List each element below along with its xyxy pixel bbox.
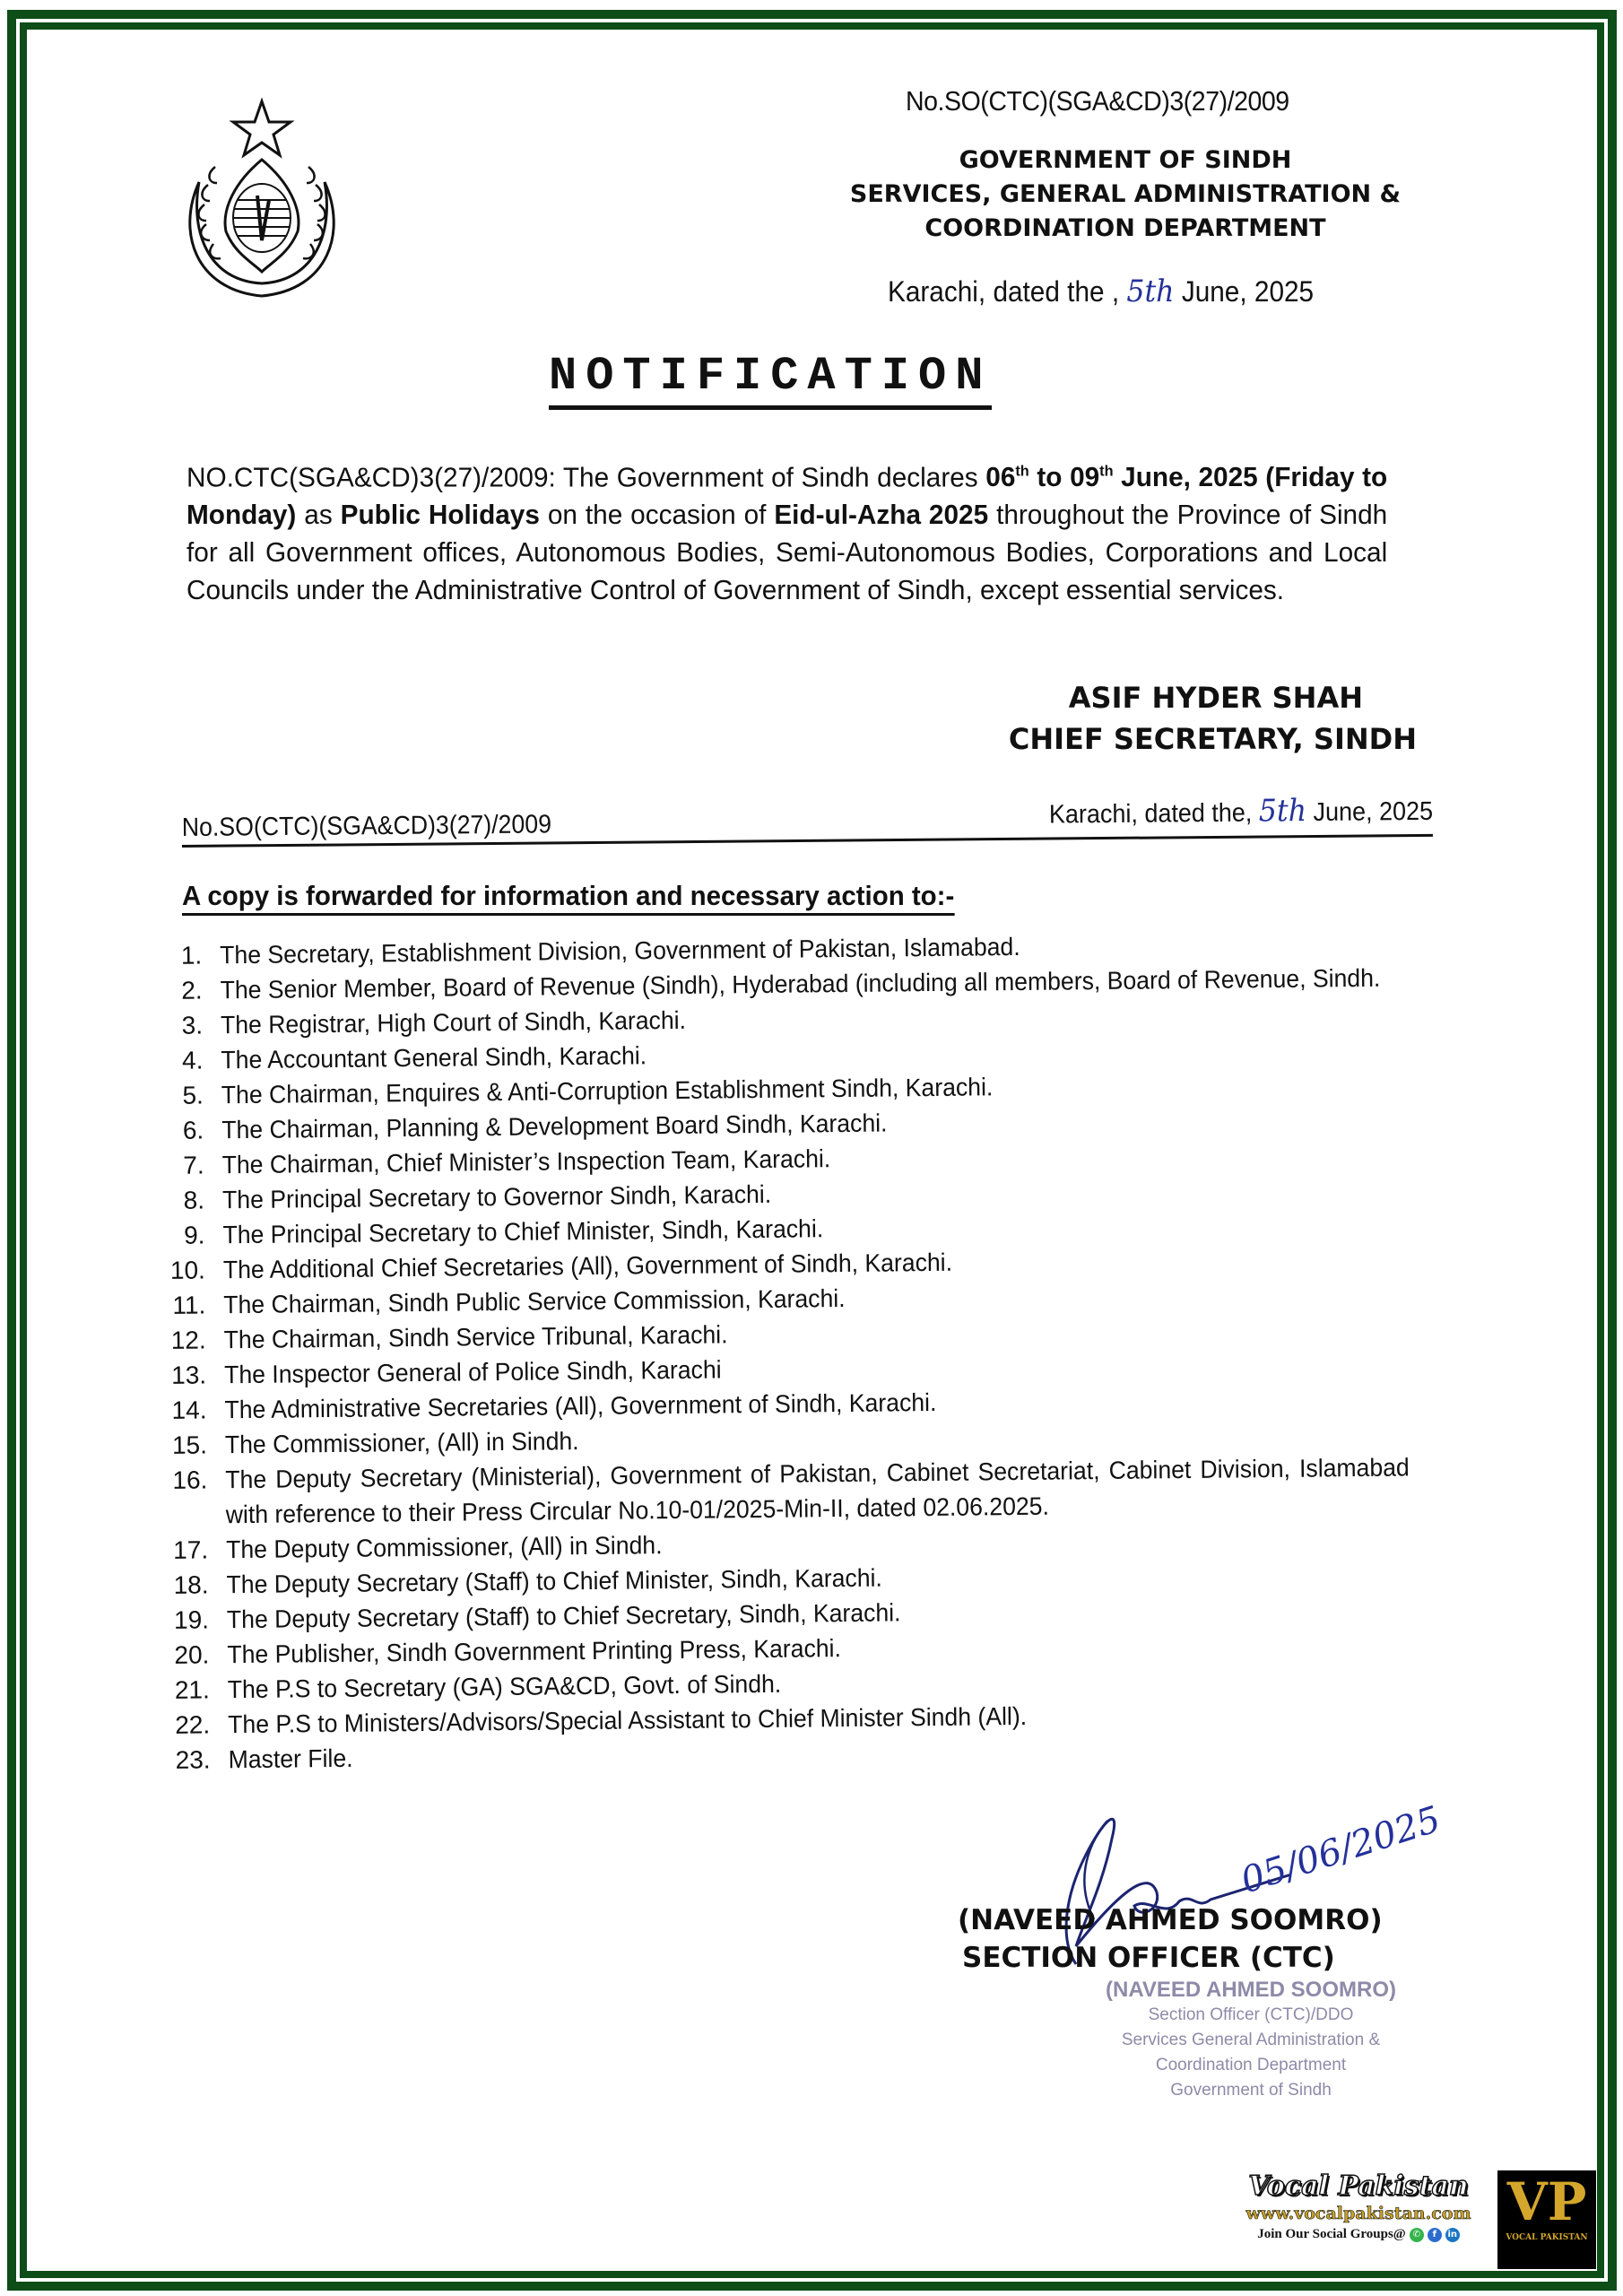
list-item: 8. The Principal Secretary to Governor Sindh, Karachi.: [183, 1179, 772, 1214]
logo-initials: VP: [1506, 2171, 1587, 2232]
vocal-pakistan-watermark: [1228, 2170, 1488, 2242]
issue-date: [888, 274, 1314, 309]
holiday-label: Public Holidays: [340, 499, 540, 531]
list-item: 15. The Commissioner, (All) in Sindh.: [171, 1427, 579, 1459]
list-item: 12. The Chairman, Sindh Service Tribunal, Karachi.: [170, 1320, 728, 1354]
list-item: 23. Master File.: [175, 1744, 353, 1774]
list-item: 16. The Deputy Secretary (Ministerial), Government of Pakistan, Cabinet Secretariat, Cabinet Division, Islamabad with reference to their Press Circular No.10-01/2025-Min-II, dated 02.06.2025.: [172, 1453, 1410, 1529]
list-item: 19. The Deputy Secretary (Staff) to Chief Secretary, Sindh, Karachi.: [173, 1598, 901, 1634]
department-heading: [780, 144, 1471, 246]
page-title: NOTIFICATION: [549, 350, 992, 410]
list-item: 2. The Senior Member, Board of Revenue (Sindh), Hyderabad (including all members, Board of Revenue, Sindh.: [181, 963, 1381, 1004]
occasion: Eid-ul-Azha 2025: [774, 499, 989, 531]
department-line: COORDINATION DEPARTMENT: [924, 214, 1326, 242]
list-item: 17. The Deputy Commissioner, (All) in Sindh.: [173, 1531, 663, 1564]
notification-ref: NO.CTC(SGA&CD)3(27)/2009:: [187, 461, 556, 493]
department-line: GOVERNMENT OF SINDH: [959, 146, 1292, 174]
list-item: 3. The Registrar, High Court of Sindh, Karachi.: [181, 1005, 687, 1039]
endorsement-date: Karachi, dated the, 5th June, 2025: [1048, 793, 1433, 830]
list-item: 1. The Secretary, Establishment Division, Government of Pakistan, Islamabad.: [180, 932, 1020, 970]
list-item: 4. The Accountant General Sindh, Karachi.: [181, 1041, 647, 1074]
chief-secretary-signature-block: [942, 677, 1417, 760]
section-officer-title: SECTION OFFICER (CTC): [962, 1942, 1335, 1974]
list-item: 21. The P.S to Secretary (GA) SGA&CD, Govt. of Sindh.: [174, 1669, 782, 1704]
handwritten-day: 5th: [1258, 793, 1306, 830]
list-item: 11. The Chairman, Sindh Public Service Commission, Karachi.: [172, 1283, 846, 1319]
signature-date: 05/06/2025: [1236, 1798, 1446, 1902]
watermark-join: Join Our Social Groups@ ✆ f in: [1228, 2227, 1488, 2242]
department-line: SERVICES, GENERAL ADMINISTRATION &: [849, 180, 1402, 208]
list-item: 18. The Deputy Secretary (Staff) to Chief Minister, Sindh, Karachi.: [173, 1563, 883, 1599]
list-item: 5. The Chairman, Enquires & Anti-Corruption Establishment Sindh, Karachi.: [182, 1073, 994, 1109]
linkedin-icon[interactable]: in: [1445, 2228, 1460, 2242]
list-item: 22. The P.S to Ministers/Advisors/Special Assistant to Chief Minister Sindh (All).: [175, 1701, 1028, 1739]
chief-secretary-name: ASIF HYDER SHAH: [1068, 681, 1363, 715]
date-suffix: June, 2025: [1181, 275, 1315, 308]
watermark-url[interactable]: www.vocalpakistan.com: [1245, 2204, 1471, 2223]
vocal-pakistan-logo: [1497, 2170, 1596, 2269]
section-officer-block: [958, 1901, 1383, 1977]
logo-text: VOCAL PAKISTAN: [1506, 2233, 1588, 2242]
notification-body: NO.CTC(SGA&CD)3(27)/2009: The Government of Sindh declares 06th to 09th June, 2025 (Friday to Monday) as Public Holidays on the occasion of Eid-ul-Azha 2025 throughout the Province of Sindh for all Government offices, Autonomous Bodies, Semi-Autonomous Bodies, Corporations and Local Councils under the Administrative Control of Government of Sindh, except essential services.: [187, 461, 1388, 606]
distribution-list: [157, 925, 1475, 1778]
official-stamp: (NAVEED AHMED SOOMRO) Section Officer (CTC)/DDO Services General Administration & Coordination Department Government of Sindh: [1106, 1978, 1396, 2100]
chief-secretary-title: CHIEF SECRETARY, SINDH: [1008, 722, 1417, 756]
endorsement-ref: No.SO(CTC)(SGA&CD)3(27)/2009: [181, 810, 552, 843]
facebook-icon[interactable]: f: [1428, 2228, 1442, 2242]
list-item: 10. The Additional Chief Secretaries (All), Government of Sindh, Karachi.: [169, 1248, 953, 1284]
list-item: 20. The Publisher, Sindh Government Printing Press, Karachi.: [174, 1634, 842, 1669]
list-item: 13. The Inspector General of Police Sindh, Karachi: [171, 1355, 722, 1389]
endorsement-row: [182, 792, 1433, 848]
reference-number: No.SO(CTC)(SGA&CD)3(27)/2009: [906, 85, 1289, 117]
watermark-brand: Vocal Pakistan: [1248, 2170, 1469, 2202]
copy-forwarded-heading: A copy is forwarded for information and necessary action to:-: [182, 879, 954, 916]
whatsapp-icon[interactable]: ✆: [1410, 2228, 1424, 2242]
handwritten-day: 5th: [1126, 274, 1175, 309]
list-item: 6. The Chairman, Planning & Development Board Sindh, Karachi.: [182, 1109, 888, 1144]
government-of-sindh-emblem-icon: [172, 97, 352, 303]
list-item: 7. The Chairman, Chief Minister’s Inspection Team, Karachi.: [183, 1144, 831, 1179]
date-prefix: Karachi, dated the ,: [888, 275, 1120, 308]
section-officer-name: (NAVEED AHMED SOOMRO): [958, 1904, 1383, 1936]
list-item: 14. The Administrative Secretaries (All), Government of Sindh, Karachi.: [171, 1387, 937, 1424]
list-item: 9. The Principal Secretary to Chief Minister, Sindh, Karachi.: [183, 1214, 824, 1249]
